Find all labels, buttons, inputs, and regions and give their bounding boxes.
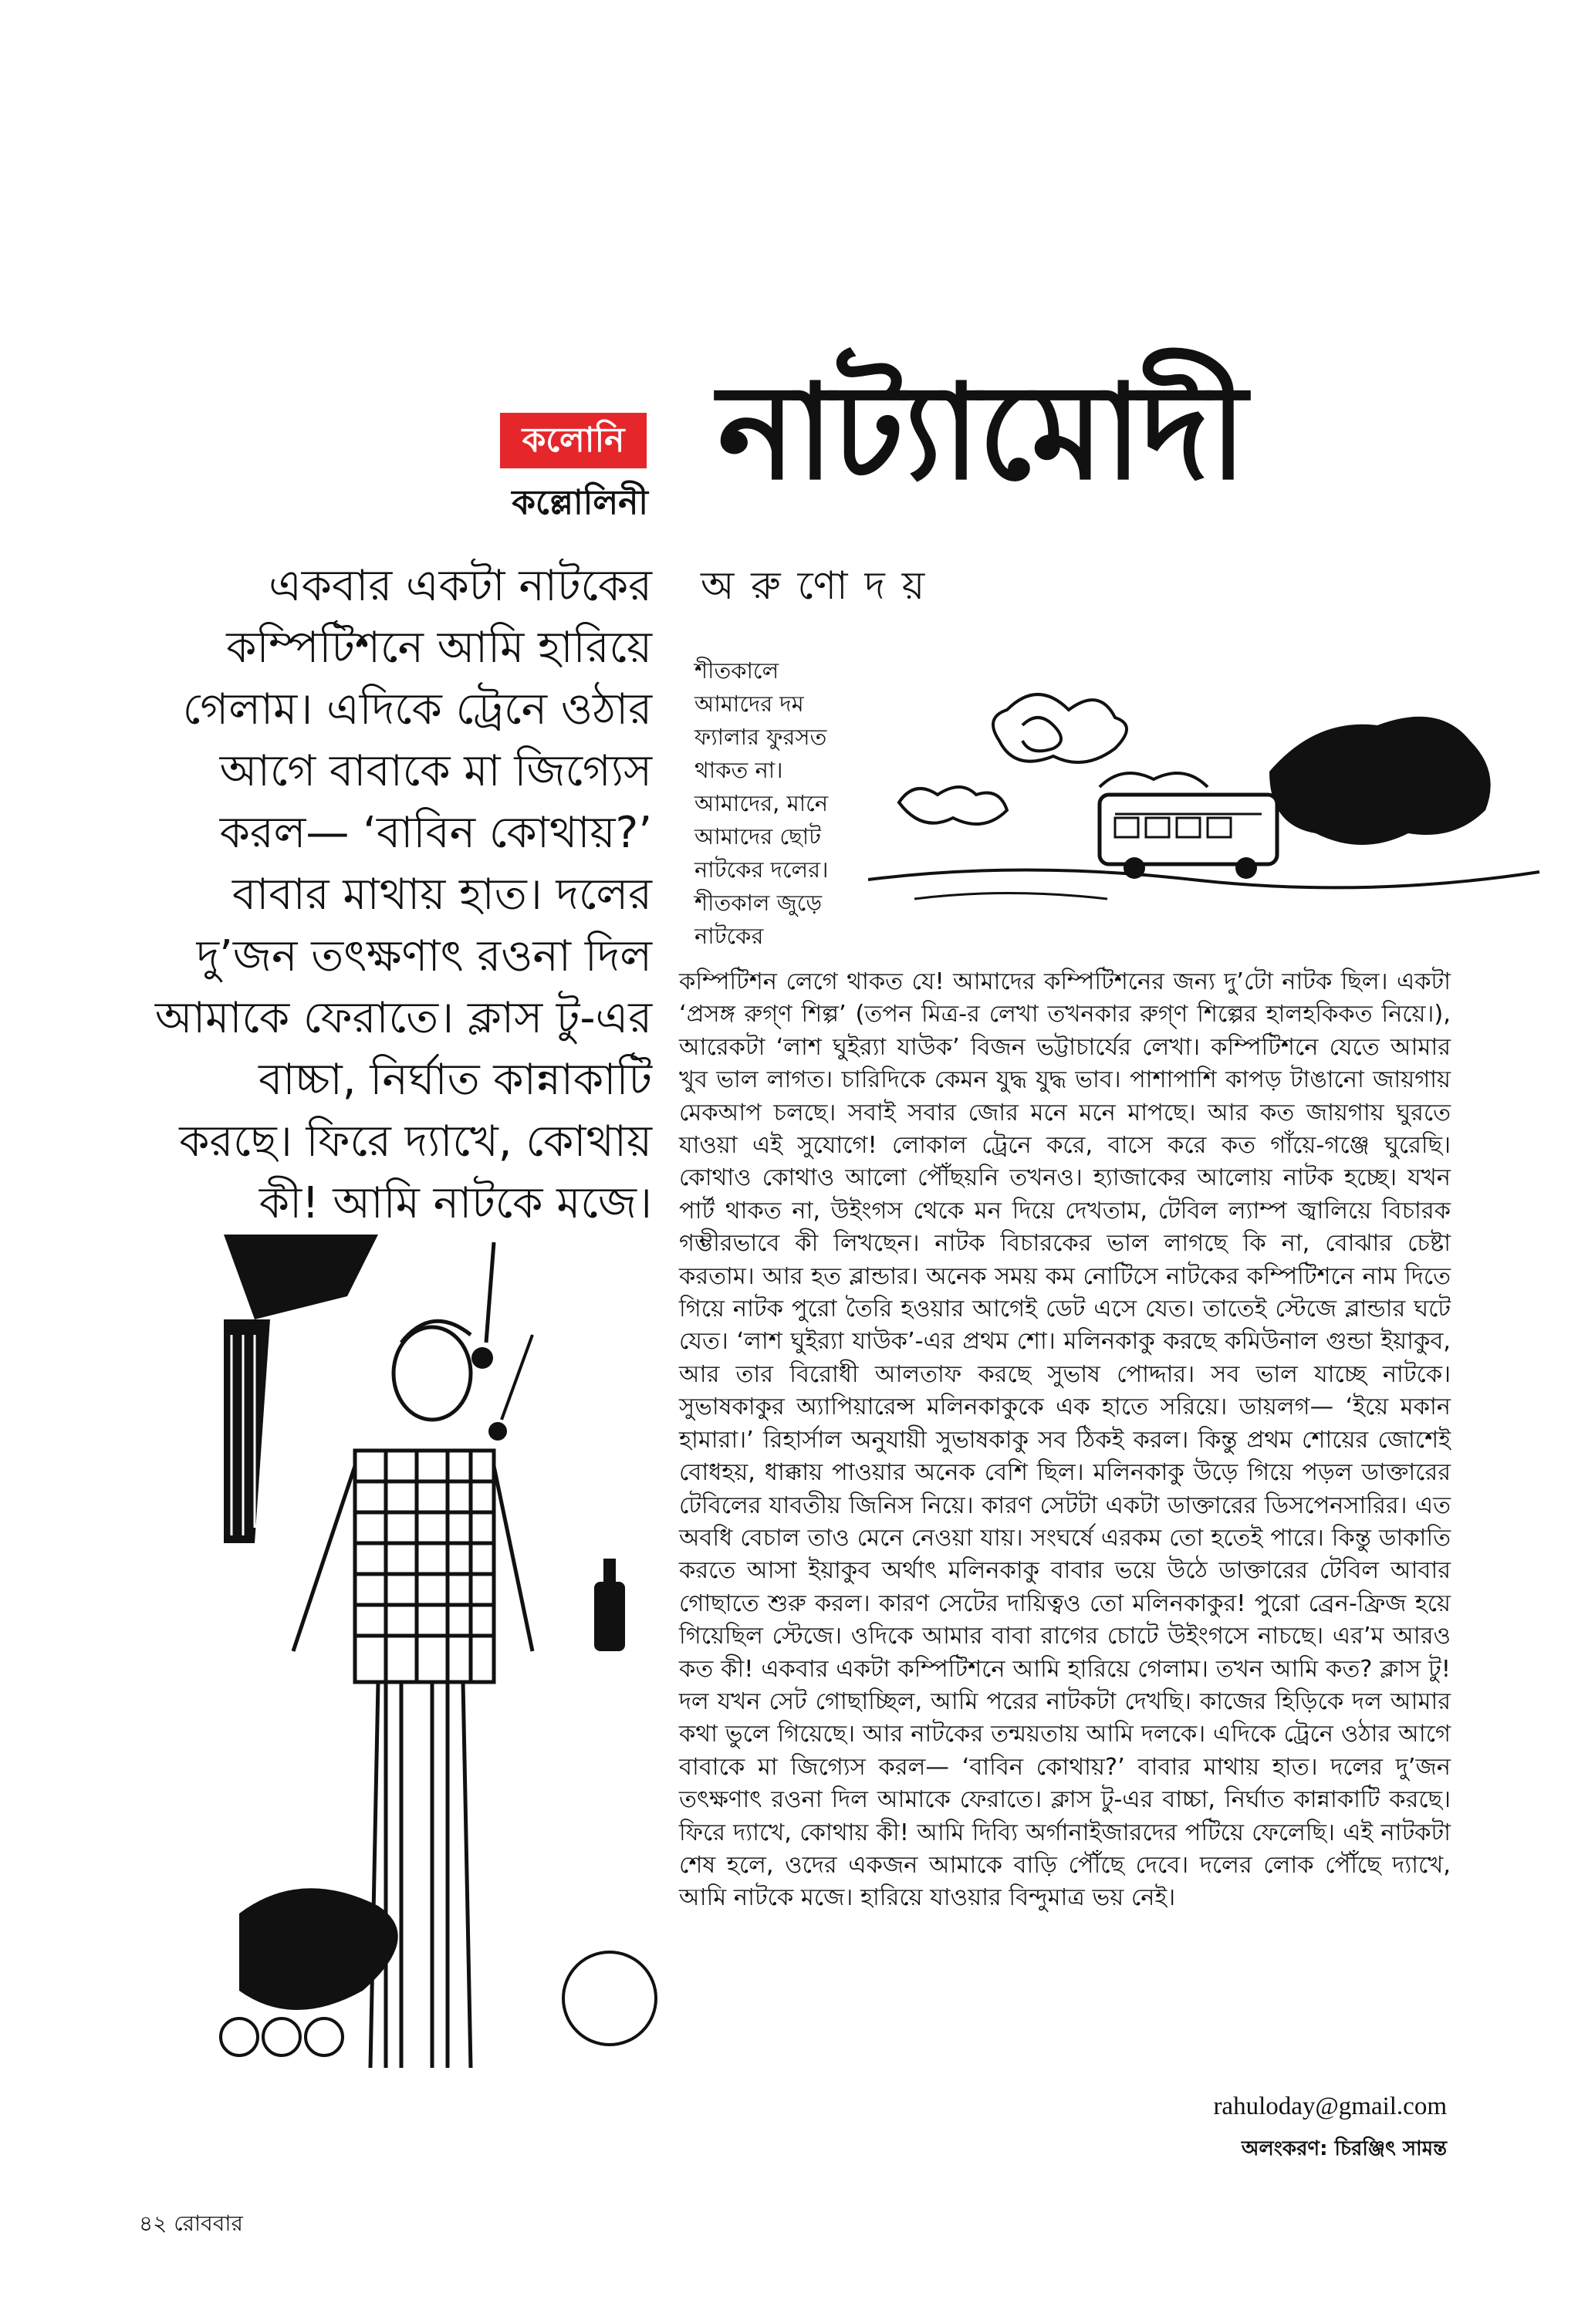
section-tag: কলোনি bbox=[500, 413, 647, 468]
article-narrow-column bbox=[694, 654, 880, 953]
narrow-line: আমাদের, মানে bbox=[694, 790, 829, 816]
narrow-line: থাকত না। bbox=[694, 757, 783, 783]
narrow-line: আমাদের ছোট bbox=[694, 823, 821, 850]
article-body: কম্পিটিশন লেগে থাকত যে! আমাদের কম্পিটিশনের জন্য দু’টো নাটক ছিল। একটা ‘প্রসঙ্গ রুগ্‌ণ শিল্প’ (তপন মিত্র-র লেখা তখনকার রুগ্‌ণ শিল্পের হালহকিকত নিয়ে।), আরেকটা ‘লাশ ঘুইর‍্যা যাউক’ বিজন ভট্টাচার্যের লেখা। কম্পিটিশনে যেতে আমার খুব ভাল লাগত। চারিদিকে কেমন যুদ্ধ যুদ্ধ ভাব। পাশাপাশি কাপড় টাঙানো জায়গায় মেকআপ চলছে। সবাই সবার জোর মনে মনে মাপছে। আর কত জায়গায় ঘুরতে যাওয়া এই সুযোগে! লোকাল ট্রেনে করে, বাসে করে কত গাঁয়ে-গঞ্জে ঘুরেছি। কোথাও কোথাও আলো পৌঁছয়নি তখনও। হ্যাজাকের আলোয় নাটক হচ্ছে। যখন পার্ট থাকত না, উইংগস থেকে মন দিয়ে দেখতাম, টেবিল ল্যাম্প জ্বালিয়ে বিচারক গম্ভীরভাবে কী লিখছেন। নাটক বিচারকের ভাল লাগছে কি না, বোঝার চেষ্টা করতাম। আর হত ব্লান্ডার। অনেক সময় কম নোটিসে নাটকের কম্পিটিশনে নাম দিতে গিয়ে নাটক পুরো তৈরি হওয়ার আগেই ডেট এসে যেত। তাতেই স্টেজে ব্লান্ডার ঘটে যেত। ‘লাশ ঘুইর‍্যা যাউক’-এর প্রথম শো। মলিনকাকু করছে কমিউনাল গুন্ডা ইয়াকুব, আর তার বিরোধী আলতাফ করছে সুভাষ পোদ্দার। সব ভাল যাচ্ছে নাটকে। সুভাষকাকুর অ্যাপিয়ারেন্স মলিনকাকুকে এক হাতে সরিয়ে। ডায়লগ— ‘ইয়ে মকান হামারা।’ রিহার্সাল অনুযায়ী সুভাষকাকু সব ঠিকই করল। কিন্তু প্রথম শোয়ের জোশেই বোধহয়, ধাক্কায় পাওয়ার অনেক বেশি ছিল। মলিনকাকু উড়ে গিয়ে পড়ল ডাক্তারের টেবিলের যাবতীয় জিনিস নিয়ে। কারণ সেটটা একটা ডাক্তারের ডিসপেনসারির। এত অবধি বেচাল তাও মেনে নেওয়া যায়। সংঘর্ষে এরকম তো হতেই পারে। কিন্তু ডাকাতি করতে আসা ইয়াকুব অর্থাৎ মলিনকাকু বাবার ভয়ে উঠে ডাক্তারের টেবিল আবার গোছাতে শুরু করল। কারণ সেটের দায়িত্বও তো মলিনকাকুর! পুরো ব্রেন-ফ্রিজ হয়ে গিয়েছিল স্টেজে। ওদিকে আমার বাবা রাগের চোটে উইংগসে নাচছে। এর’ম আরও কত কী! একবার একটা কম্পিটিশনে আমি হারিয়ে গেলাম। তখন আমি কত? ক্লাস টু! দল যখন সেট গোছাচ্ছিল, আমি পরের নাটকটা দেখছি। কাজের হিড়িকে দল আমার কথা ভুলে গিয়েছে। আর নাটকের তন্ময়তায় আমি দলকে। এদিকে ট্রেনে ওঠার আগে বাবাকে মা জিগ্যেস করল— ‘বাবিন কোথায়?’ বাবার মাথায় হাত। দলের দু’জন তৎক্ষণাৎ রওনা দিল আমাকে ফেরাতে। ক্লাস টু-এর বাচ্চা, নির্ঘাত কান্নাকাটি করছে। ফিরে দ্যাখে, কোথায় কী! আমি দিব্যি অর্গানাইজারদের পটিয়ে ফেলেছি। এই নাটকটা শেষ হলে, ওদের একজন আমাকে বাড়ি পৌঁছে দেবে। দলের লোক পৌঁছে দ্যাখে, আমি নাটকে মজে। হারিয়ে যাওয়ার বিন্দুমাত্র ভয় নেই। bbox=[679, 968, 1451, 1912]
microphone-icon bbox=[471, 1242, 532, 1441]
bus-illustration bbox=[868, 679, 1563, 910]
page-title: নাট্যামোদী bbox=[718, 356, 1245, 509]
author-byline: অরুণোদয় bbox=[701, 563, 942, 608]
illustration-credit: অলংকরণ: চিরঞ্জিৎ সামন্ত bbox=[1241, 2137, 1447, 2160]
column-name: কল্লোলিনী bbox=[512, 483, 648, 522]
author-email: rahuloday@gmail.com bbox=[1213, 2093, 1447, 2120]
narrow-line: আমাদের দম bbox=[694, 691, 804, 717]
narrow-line: শীতকালে bbox=[694, 657, 779, 684]
narrow-line: নাটকের bbox=[694, 923, 764, 949]
bottle-icon bbox=[594, 1559, 625, 1651]
page-footer: ৪২ রোববার bbox=[139, 2211, 243, 2236]
actor-illustration bbox=[208, 1219, 679, 2145]
narrow-line: নাটকের দলের। bbox=[694, 856, 829, 883]
pull-quote: একবার একটা নাটকের কম্পিটিশনে আমি হারিয়ে গেলাম। এদিকে ট্রেনে ওঠার আগে বাবাকে মা জিগ্যেস করল— ‘বাবিন কোথায়?’ বাবার মাথায় হাত। দলের দু’জন তৎক্ষণাৎ রওনা দিল আমাকে ফেরাতে। ক্লাস টু-এর বাচ্চা, নির্ঘাত কান্নাকাটি করছে। ফিরে দ্যাখে, কোথায় কী! আমি নাটকে মজে। bbox=[154, 561, 652, 1228]
bus-icon bbox=[1100, 795, 1277, 879]
narrow-line: শীতকাল জুড়ে bbox=[694, 890, 823, 916]
narrow-line: ফ্যালার ফুরসত bbox=[694, 724, 827, 750]
